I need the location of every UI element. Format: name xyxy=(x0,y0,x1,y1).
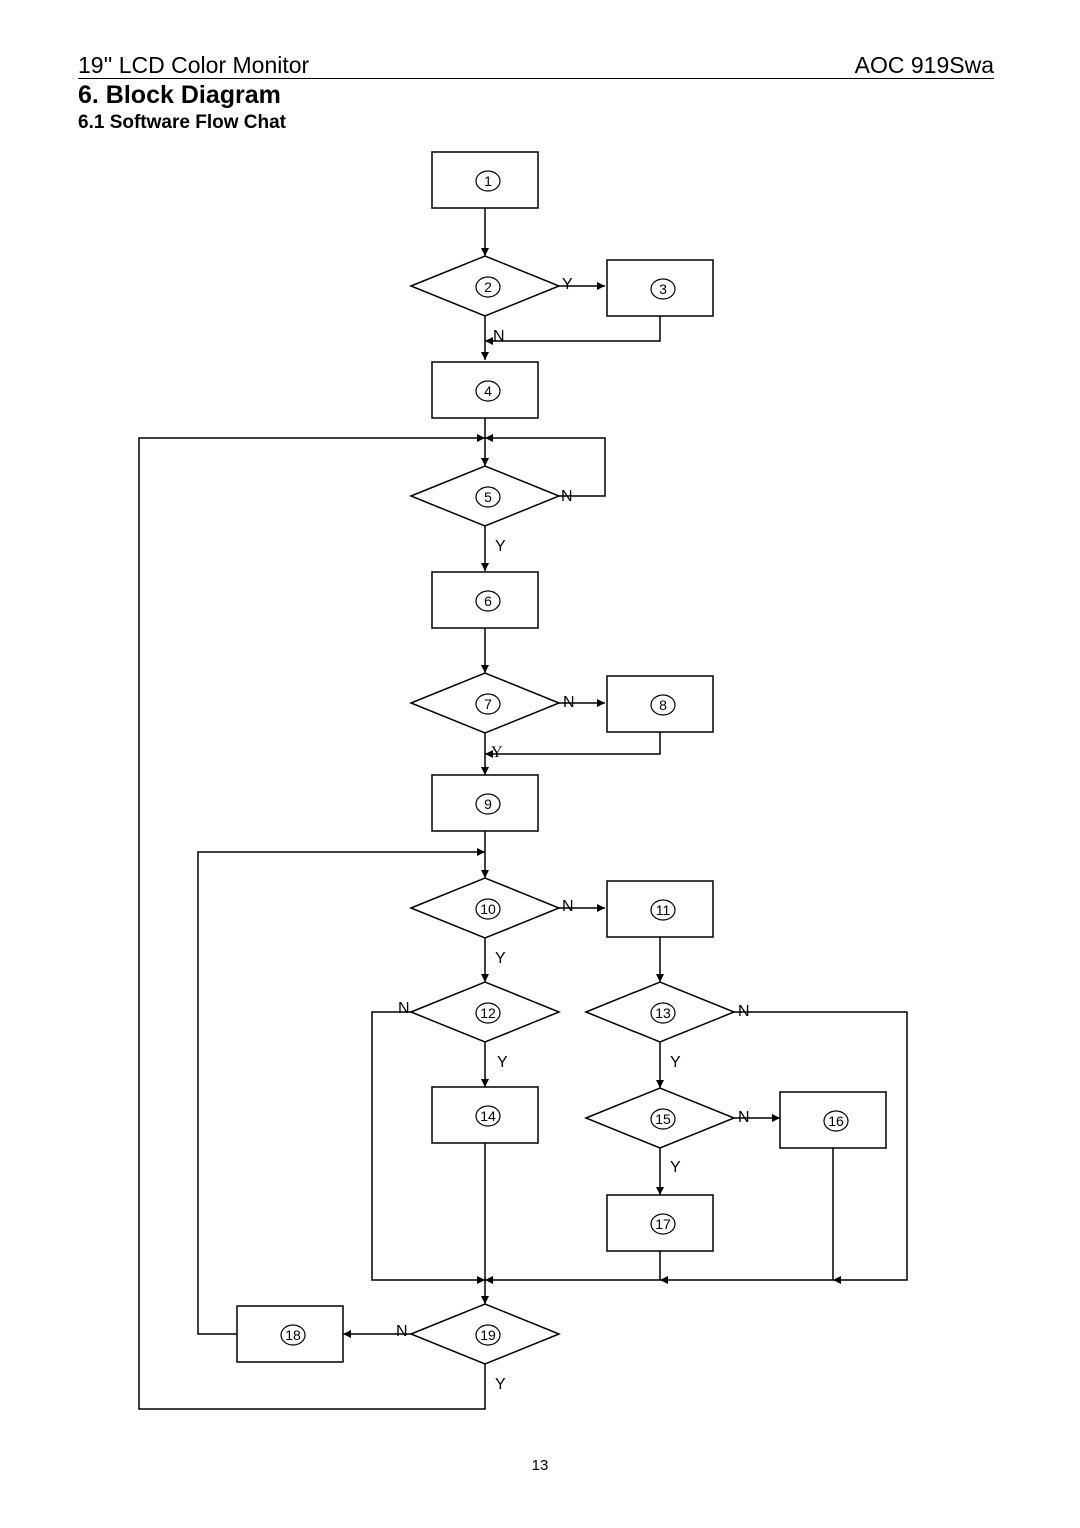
flow-node-2 xyxy=(411,256,559,316)
flow-edge-label-15-16: N xyxy=(738,1109,750,1126)
flow-edge-3-to-4 xyxy=(485,316,660,341)
flow-edge-label-12-19: N xyxy=(398,1000,410,1017)
flow-edge-15-to-17 xyxy=(660,1148,681,1195)
flow-edge-label-15-17: Y xyxy=(670,1159,681,1176)
flow-edge-label-10-12: Y xyxy=(495,950,506,967)
flow-edge-19-to-18 xyxy=(343,1323,411,1340)
flow-edge-2-to-3 xyxy=(559,276,605,293)
flow-edge-13-to-15 xyxy=(660,1042,681,1088)
flow-node-number-9: 9 xyxy=(484,796,492,812)
flow-edge-label-7-9: Y xyxy=(491,744,503,761)
flow-edge-10-to-11 xyxy=(559,898,605,915)
flow-edge-label-19-18: N xyxy=(396,1323,408,1340)
flow-node-1 xyxy=(432,152,538,208)
flow-edge-12-to-14 xyxy=(485,1042,508,1087)
flow-node-number-2: 2 xyxy=(484,279,492,295)
flow-edge-label-13-15: Y xyxy=(670,1054,681,1071)
flow-edge-label-12-14: Y xyxy=(497,1054,508,1071)
flow-node-13 xyxy=(586,982,734,1042)
flow-node-5 xyxy=(411,466,559,526)
flow-edge-2-to-4 xyxy=(485,316,505,360)
flow-node-11 xyxy=(607,881,713,937)
flow-edge-10-to-12 xyxy=(485,938,506,982)
page-number: 13 xyxy=(531,1457,549,1474)
flow-node-3 xyxy=(607,260,713,316)
flow-node-19 xyxy=(411,1304,559,1364)
flow-edge-8-to-9 xyxy=(485,732,660,754)
flow-node-number-17: 17 xyxy=(655,1216,671,1232)
flow-node-number-1: 1 xyxy=(484,173,492,189)
document-header-model: AOC 919Swa xyxy=(854,52,994,78)
flow-node-number-3: 3 xyxy=(659,281,667,297)
flow-edge-7-to-8 xyxy=(559,694,605,711)
flow-node-number-4: 4 xyxy=(484,383,492,399)
flow-node-8 xyxy=(607,676,713,732)
flow-edge-5-to-6 xyxy=(485,526,506,571)
flow-node-9 xyxy=(432,775,538,831)
flow-node-number-5: 5 xyxy=(484,489,492,505)
flow-node-14 xyxy=(432,1087,538,1143)
flow-node-12 xyxy=(411,982,559,1042)
flow-edge-label-5-6: Y xyxy=(495,538,506,555)
flow-node-number-7: 7 xyxy=(484,696,492,712)
flow-node-number-11: 11 xyxy=(655,902,671,918)
flow-node-10 xyxy=(411,878,559,938)
flow-node-7 xyxy=(411,673,559,733)
flow-edge-label-19-5: Y xyxy=(495,1376,506,1393)
flow-node-number-14: 14 xyxy=(480,1108,496,1124)
flow-node-16 xyxy=(780,1092,886,1148)
flow-node-number-8: 8 xyxy=(659,697,667,713)
flow-edge-label-2-3: Y xyxy=(562,276,573,293)
flow-edge-label-7-8: N xyxy=(563,694,575,711)
flow-edge-label-10-11: N xyxy=(562,898,574,915)
flow-node-number-19: 19 xyxy=(480,1327,496,1343)
document-header-title: 19'' LCD Color Monitor xyxy=(78,52,310,78)
flow-node-number-16: 16 xyxy=(828,1113,844,1129)
flow-node-number-6: 6 xyxy=(484,593,492,609)
subsection-title: 6.1 Software Flow Chat xyxy=(78,112,286,133)
flow-edge-15-to-16 xyxy=(734,1109,780,1126)
flow-node-number-18: 18 xyxy=(285,1327,301,1343)
flow-node-6 xyxy=(432,572,538,628)
flow-edge-label-5-5: N xyxy=(561,488,573,505)
flow-node-number-13: 13 xyxy=(655,1005,671,1021)
flow-node-17 xyxy=(607,1195,713,1251)
flow-node-number-15: 15 xyxy=(655,1111,671,1127)
flow-edge-label-2-4: N xyxy=(493,328,505,345)
flow-node-4 xyxy=(432,362,538,418)
flow-edge-label-13-19: N xyxy=(738,1003,750,1020)
flow-node-number-10: 10 xyxy=(480,901,496,917)
flow-node-18 xyxy=(237,1306,343,1362)
section-title: 6. Block Diagram xyxy=(78,81,281,109)
flow-edge-17-to-19 xyxy=(485,1251,660,1280)
flow-node-15 xyxy=(586,1088,734,1148)
flow-node-number-12: 12 xyxy=(480,1005,496,1021)
